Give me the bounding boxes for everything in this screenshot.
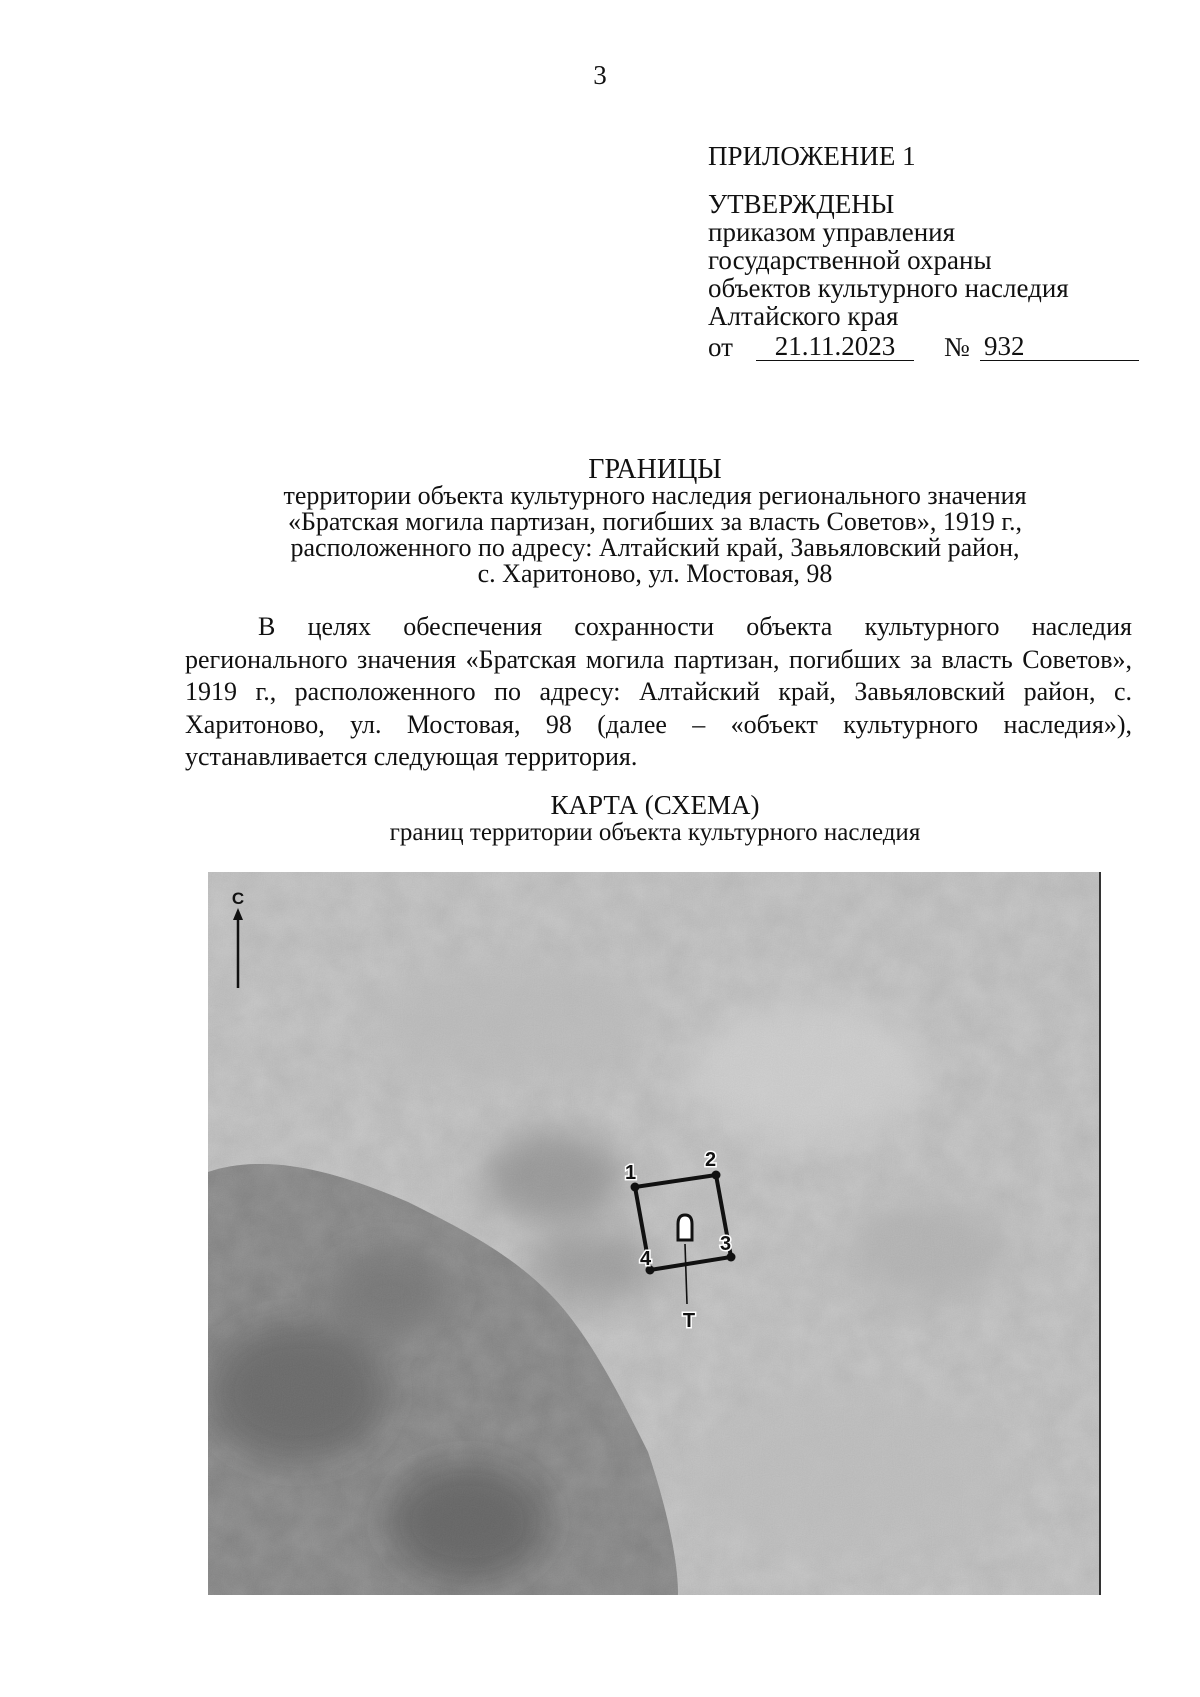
intro-paragraph: В целях обеспечения сохранности объекта культурного наследия регионального значения «Братская могила партизан, погибших за власть Советов», 1919 г., расположенного по адресу: Алтайский край, Завьяловский район, с. Харитоново, ул. Мостовая, 98 (далее – «объект культурного наследия»), устанавливается следующая территория.	[185, 612, 1132, 771]
approval-block	[708, 142, 1148, 361]
order-date: 21.11.2023	[756, 332, 914, 361]
approval-line: Алтайского края	[708, 301, 899, 331]
map-heading: КАРТА (СХЕМА)	[550, 790, 760, 820]
date-prefix: от	[708, 332, 733, 362]
approval-line: приказом управления	[708, 217, 956, 247]
subtitle-line: с. Харитоново, ул. Мостовая, 98	[477, 559, 833, 588]
point-label: 2	[705, 1149, 717, 1171]
appendix-label: ПРИЛОЖЕНИЕ 1	[708, 141, 916, 171]
monument-label: Т	[682, 1310, 696, 1332]
page-number: 3	[593, 60, 607, 90]
point-label: 1	[625, 1162, 637, 1184]
boundary-point-marker	[712, 1171, 721, 1180]
point-label: 3	[720, 1233, 732, 1255]
approval-line: объектов культурного наследия	[708, 273, 1069, 303]
subtitle-line: «Братская могила партизан, погибших за власть Советов», 1919 г.,	[287, 507, 1023, 536]
approval-line: государственной охраны	[708, 245, 992, 275]
subtitle-line: расположенного по адресу: Алтайский край, Завьяловский район,	[290, 533, 1020, 562]
number-prefix: №	[944, 332, 970, 362]
subtitle-line: территории объекта культурного наследия регионального значения	[283, 481, 1027, 510]
satellite-map	[208, 872, 1101, 1595]
borders-subtitle	[180, 483, 1130, 587]
borders-heading: ГРАНИЦЫ	[588, 454, 722, 485]
north-label: С	[231, 889, 245, 908]
order-number: 932	[980, 332, 1139, 361]
order-date-number-row	[708, 332, 1148, 361]
map-subtitle: границ территории объекта культурного наследия	[389, 819, 921, 846]
approved-label: УТВЕРЖДЕНЫ	[708, 189, 895, 219]
point-label: 4	[640, 1248, 652, 1270]
